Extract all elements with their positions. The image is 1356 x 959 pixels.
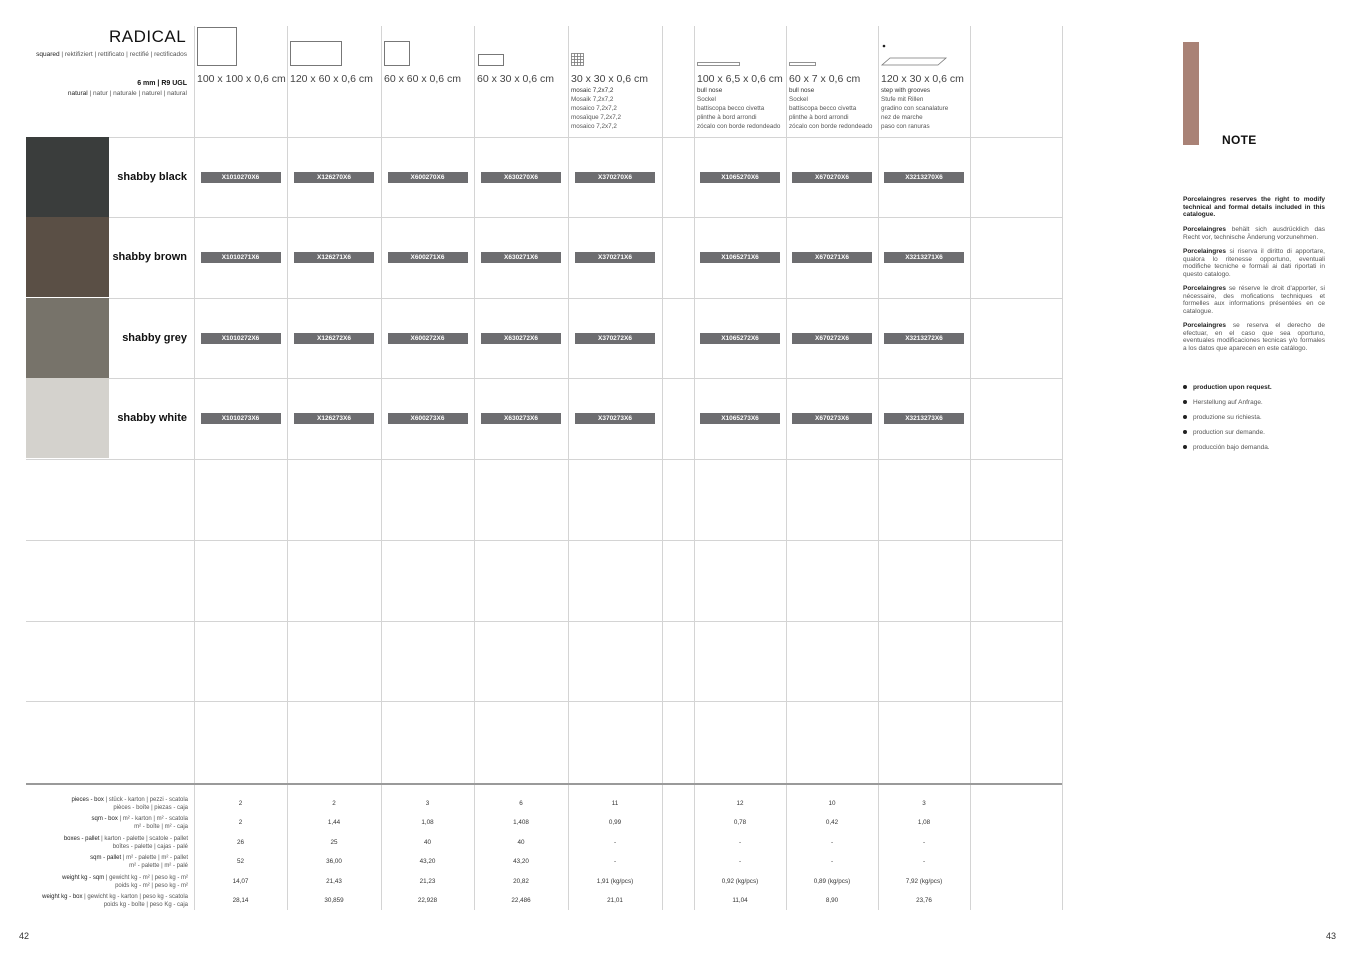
packaging-value: 2: [238, 800, 243, 807]
packaging-label-main: sqm - pallet: [90, 855, 122, 861]
packaging-label: [42, 893, 188, 901]
product-code: X600273X6: [388, 413, 468, 424]
product-code: X1010271X6: [201, 252, 281, 263]
packaging-value: 43,20: [419, 858, 436, 865]
format-description: zócalo con borde redondeado: [789, 123, 873, 130]
page-number-right: 43: [1326, 931, 1337, 941]
packaging-value: 21,23: [419, 878, 436, 885]
page-number-left: 42: [19, 931, 30, 941]
product-code: X630270X6: [481, 172, 561, 183]
packaging-value: -: [738, 839, 742, 846]
note-paragraph: [1183, 196, 1325, 219]
note-text: se réserve le droit d'apporter, si nécessaire, des mofications techniques et formelles aux informations présentées en ce catalogue.: [1183, 285, 1325, 315]
product-code: X126270X6: [294, 172, 374, 183]
format-description: mosaïque 7,2x7,2: [571, 114, 622, 121]
format-description: bull nose: [789, 87, 815, 94]
product-code: X670270X6: [792, 172, 872, 183]
note-bullet-item: [1183, 399, 1263, 406]
format-size: 60 x 7 x 0,6 cm: [789, 73, 861, 85]
product-code: X600270X6: [388, 172, 468, 183]
product-code: X3213270X6: [884, 172, 964, 183]
note-bullet-item: [1183, 414, 1262, 421]
grid-hline: [26, 540, 1062, 541]
packaging-value: 1,08: [917, 819, 931, 826]
format-description: mosaic 7,2x7,2: [571, 87, 614, 94]
grid-vline: [381, 26, 382, 910]
packaging-value: 2: [238, 819, 243, 826]
format-description: mosaico 7,2x7,2: [571, 105, 617, 112]
step-with-grooves-icon: [882, 58, 946, 65]
packaging-value: 0,92 (kg/pcs): [721, 878, 759, 885]
note-brand: Porcelaingres: [1183, 226, 1226, 233]
format-size: 100 x 100 x 0,6 cm: [197, 73, 286, 85]
format-size: 60 x 60 x 0,6 cm: [384, 73, 462, 85]
note-bullet-text: production upon request.: [1193, 384, 1272, 391]
packaging-label: [92, 815, 188, 823]
packaging-value: 36,00: [326, 858, 342, 865]
format-description: step with grooves: [881, 87, 931, 94]
grid-hline: [26, 378, 1062, 379]
finish-translations: | natur | naturale | naturel | natural: [87, 90, 187, 97]
packaging-value: 14,07: [232, 878, 249, 885]
packaging-value: -: [613, 839, 617, 846]
product-code: X126273X6: [294, 413, 374, 424]
format-description: Sockel: [697, 96, 716, 103]
format-size: 30 x 30 x 0,6 cm: [571, 73, 649, 85]
note-accent-bar: [1183, 42, 1199, 145]
packaging-label-main: pieces - box: [71, 797, 104, 803]
note-bullet-item: [1183, 444, 1270, 451]
finish-main: natural: [67, 90, 88, 97]
format-description: bull nose: [697, 87, 723, 94]
format-size: 60 x 30 x 0,6 cm: [477, 73, 555, 85]
packaging-value: -: [922, 858, 926, 865]
product-code: X3213272X6: [884, 333, 964, 344]
note-brand: Porcelaingres: [1183, 285, 1226, 292]
packaging-value: 11,04: [732, 897, 748, 904]
packaging-value: 22,928: [417, 897, 438, 904]
color-swatch: [26, 378, 109, 458]
grid-vline: [662, 26, 663, 910]
note-paragraph: [1183, 285, 1325, 315]
packaging-value: 1,408: [513, 819, 529, 826]
bullet-dot-icon: [1183, 430, 1187, 434]
collection-title: RADICAL: [109, 27, 187, 46]
format-100x100-icon: [198, 28, 237, 66]
product-code: X370273X6: [575, 413, 655, 424]
packaging-value: 21,43: [326, 878, 342, 885]
product-code: X630272X6: [481, 333, 561, 344]
color-name: shabby white: [117, 412, 187, 424]
mosaic-grid-icon: [572, 54, 584, 66]
packaging-value: 6: [519, 800, 523, 807]
product-code: X3213271X6: [884, 252, 964, 263]
grid-vline: [786, 26, 787, 910]
format-size: 120 x 60 x 0,6 cm: [290, 73, 373, 85]
packaging-value: 1,91 (kg/pcs): [596, 878, 634, 885]
packaging-label-line2: poids kg - boîte | peso Kg - caja: [103, 902, 188, 908]
color-swatch: [26, 137, 109, 217]
packaging-value: 11: [611, 800, 619, 807]
packaging-value: 0,89 (kg/pcs): [813, 878, 851, 885]
grid-vline: [878, 26, 879, 910]
packaging-value: 1,08: [421, 819, 434, 826]
packaging-divider: [26, 783, 1062, 785]
note-title: NOTE: [1222, 133, 1257, 147]
format-description: battiscopa becco civetta: [697, 105, 765, 112]
grid-hline: [26, 621, 1062, 622]
packaging-label-main: weight kg - sqm: [62, 875, 105, 881]
note-bullet-text: production sur demande.: [1193, 429, 1265, 436]
color-swatch: [26, 298, 109, 378]
product-code: X600271X6: [388, 252, 468, 263]
bullet-dot-icon: [1183, 400, 1187, 404]
packaging-label-translations: | gewicht kg - m² | peso kg - m²: [104, 875, 188, 881]
note-brand: Porcelaingres: [1183, 322, 1226, 329]
packaging-value: 28,14: [232, 897, 249, 904]
packaging-label-main: weight kg - box: [42, 894, 83, 900]
product-code: X1010273X6: [201, 413, 281, 424]
grid-vline: [474, 26, 475, 910]
packaging-label-line2: m² - palette | m² - palé: [129, 863, 188, 869]
packaging-value: -: [830, 839, 834, 846]
format-60x30-icon: [479, 55, 504, 66]
packaging-label-line2: poids kg - m² | peso kg - m²: [115, 883, 188, 889]
edge-translations: | rektifiziert | rettificato | rectifié | rectificados: [59, 51, 187, 58]
packaging-value: 8,90: [825, 897, 839, 904]
packaging-value: -: [922, 839, 926, 846]
grid-vline: [694, 26, 695, 910]
edge-main: squared: [36, 51, 60, 58]
format-description: gradino con scanalature: [881, 105, 949, 112]
product-code: X126271X6: [294, 252, 374, 263]
product-code: X370270X6: [575, 172, 655, 183]
note-brand: Porcelaingres reserves the right to modify technical and formal details included in this catalogue.: [1183, 196, 1325, 218]
product-code: X630273X6: [481, 413, 561, 424]
format-description: mosaico 7,2x7,2: [571, 123, 617, 130]
grid-hline: [26, 217, 1062, 218]
grid-hline: [26, 459, 1062, 460]
format-description: nez de marche: [881, 114, 923, 121]
packaging-value: 0,78: [733, 819, 747, 826]
packaging-label: [90, 854, 188, 862]
format-description: Sockel: [789, 96, 808, 103]
product-code: X126272X6: [294, 333, 374, 344]
format-size: 120 x 30 x 0,6 cm: [881, 73, 964, 85]
note-bullet-item: [1183, 384, 1272, 391]
note-paragraph: [1183, 322, 1325, 352]
product-code: X670273X6: [792, 413, 872, 424]
packaging-label-translations: | stück - karton | pezzi - scatola: [103, 797, 188, 803]
packaging-label: [64, 835, 188, 843]
product-code: X630271X6: [481, 252, 561, 263]
note-paragraph: [1183, 226, 1325, 241]
packaging-value: 12: [736, 800, 744, 807]
note-text: behält sich ausdrücklich das Recht vor, technische Änderung vorzunehmen.: [1183, 226, 1325, 241]
note-text: se reserva el derecho de efectuar, en el caso que sea oportuno, eventuales modificaciones tecnicas y/o formales a los datos que aparecen en este catálogo.: [1183, 322, 1325, 352]
packaging-value: 22,486: [511, 897, 531, 904]
packaging-value: 21,01: [607, 897, 623, 904]
grid-vline: [287, 26, 288, 910]
grid-vline: [568, 26, 569, 910]
packaging-value: -: [830, 858, 834, 865]
product-code: X1010270X6: [201, 172, 281, 183]
grid-vline: [1062, 26, 1063, 910]
note-brand: Porcelaingres: [1183, 248, 1226, 255]
packaging-label-line2: boîtes - palette | cajas - palé: [112, 844, 188, 850]
packaging-value: 43,20: [513, 858, 529, 865]
product-code: X670271X6: [792, 252, 872, 263]
format-60x60-icon: [385, 42, 410, 66]
thickness-spec: 6 mm | R9 UGL: [137, 80, 187, 87]
bullet-dot-icon: [1183, 385, 1187, 389]
packaging-value: 7,92 (kg/pcs): [905, 878, 943, 885]
format-description: paso con ranuras: [881, 123, 930, 130]
product-code: X1010272X6: [201, 333, 281, 344]
packaging-label: [71, 796, 188, 804]
packaging-value: 40: [517, 839, 525, 846]
grid-vline: [970, 26, 971, 910]
packaging-value: 30,859: [324, 897, 344, 904]
format-description: Stufe mit Rillen: [881, 96, 924, 103]
packaging-value: 3: [922, 800, 926, 807]
note-text: si riserva il diritto di apportare, qualora lo ritenesse opportuno, eventuali modifiche tecniche e formali ai dati riportati in questo catalogo.: [1183, 248, 1325, 278]
packaging-value: 1,44: [327, 819, 341, 826]
note-bullet-text: producción bajo demanda.: [1193, 444, 1270, 451]
packaging-value: 3: [425, 800, 430, 807]
bullet-dot-icon: [1183, 445, 1187, 449]
note-paragraph: [1183, 248, 1325, 278]
packaging-value: -: [613, 858, 617, 865]
packaging-label-line2: m² - boîte | m² - caja: [134, 824, 188, 830]
packaging-label-main: sqm - box: [91, 816, 118, 822]
packaging-value: 40: [423, 839, 431, 846]
product-code: X1065272X6: [700, 333, 780, 344]
bullet-dot-icon: [1183, 415, 1187, 419]
note-bullet-item: [1183, 429, 1265, 436]
packaging-label-main: boxes - pallet: [63, 836, 100, 842]
bullnose-100-icon: [698, 63, 740, 66]
product-code: X3213273X6: [884, 413, 964, 424]
packaging-label-translations: | m² - palette | m² - pallet: [121, 855, 188, 861]
grid-hline: [26, 298, 1062, 299]
packaging-label-line2: pièces - boîte | piezas - caja: [113, 805, 188, 811]
packaging-value: 0,99: [608, 819, 622, 826]
step-marker-icon: [883, 45, 886, 48]
grid-hline: [26, 137, 1062, 138]
packaging-value: -: [738, 858, 742, 865]
packaging-label-translations: | karton - palette | scatole - pallet: [99, 836, 188, 842]
color-name: shabby brown: [112, 251, 187, 263]
format-120x60-icon: [291, 42, 342, 66]
format-description: zócalo con borde redondeado: [697, 123, 781, 130]
packaging-value: 2: [332, 800, 336, 807]
product-code: X1065270X6: [700, 172, 780, 183]
format-description: Mosaik 7,2x7,2: [571, 96, 614, 103]
packaging-label-translations: | gewicht kg - karton | peso kg - scatola: [82, 894, 188, 900]
packaging-label: [62, 874, 188, 882]
grid-vline: [194, 26, 195, 910]
bullnose-60-icon: [790, 63, 816, 66]
packaging-label-translations: | m² - karton | m² - scatola: [117, 816, 188, 822]
product-code: X600272X6: [388, 333, 468, 344]
format-description: plinthe à bord arrondi: [789, 114, 849, 121]
product-code: X370271X6: [575, 252, 655, 263]
note-bullet-text: produzione su richiesta.: [1193, 414, 1262, 421]
packaging-value: 23,76: [916, 897, 932, 904]
packaging-value: 20,82: [513, 878, 529, 885]
grid-hline: [26, 701, 1062, 702]
product-code: X1065271X6: [700, 252, 780, 263]
packaging-value: 26: [236, 839, 244, 846]
packaging-value: 0,42: [825, 819, 839, 826]
format-size: 100 x 6,5 x 0,6 cm: [697, 73, 783, 85]
product-code: X670272X6: [792, 333, 872, 344]
color-swatch: [26, 217, 109, 297]
note-bullet-text: Herstellung auf Anfrage.: [1193, 399, 1263, 406]
product-code: X1065273X6: [700, 413, 780, 424]
product-code: X370272X6: [575, 333, 655, 344]
color-name: shabby grey: [122, 332, 187, 344]
format-description: battiscopa becco civetta: [789, 105, 857, 112]
color-name: shabby black: [117, 171, 187, 183]
packaging-value: 52: [236, 858, 244, 865]
packaging-value: 25: [330, 839, 338, 846]
packaging-value: 10: [828, 800, 836, 807]
format-description: plinthe à bord arrondi: [697, 114, 757, 121]
